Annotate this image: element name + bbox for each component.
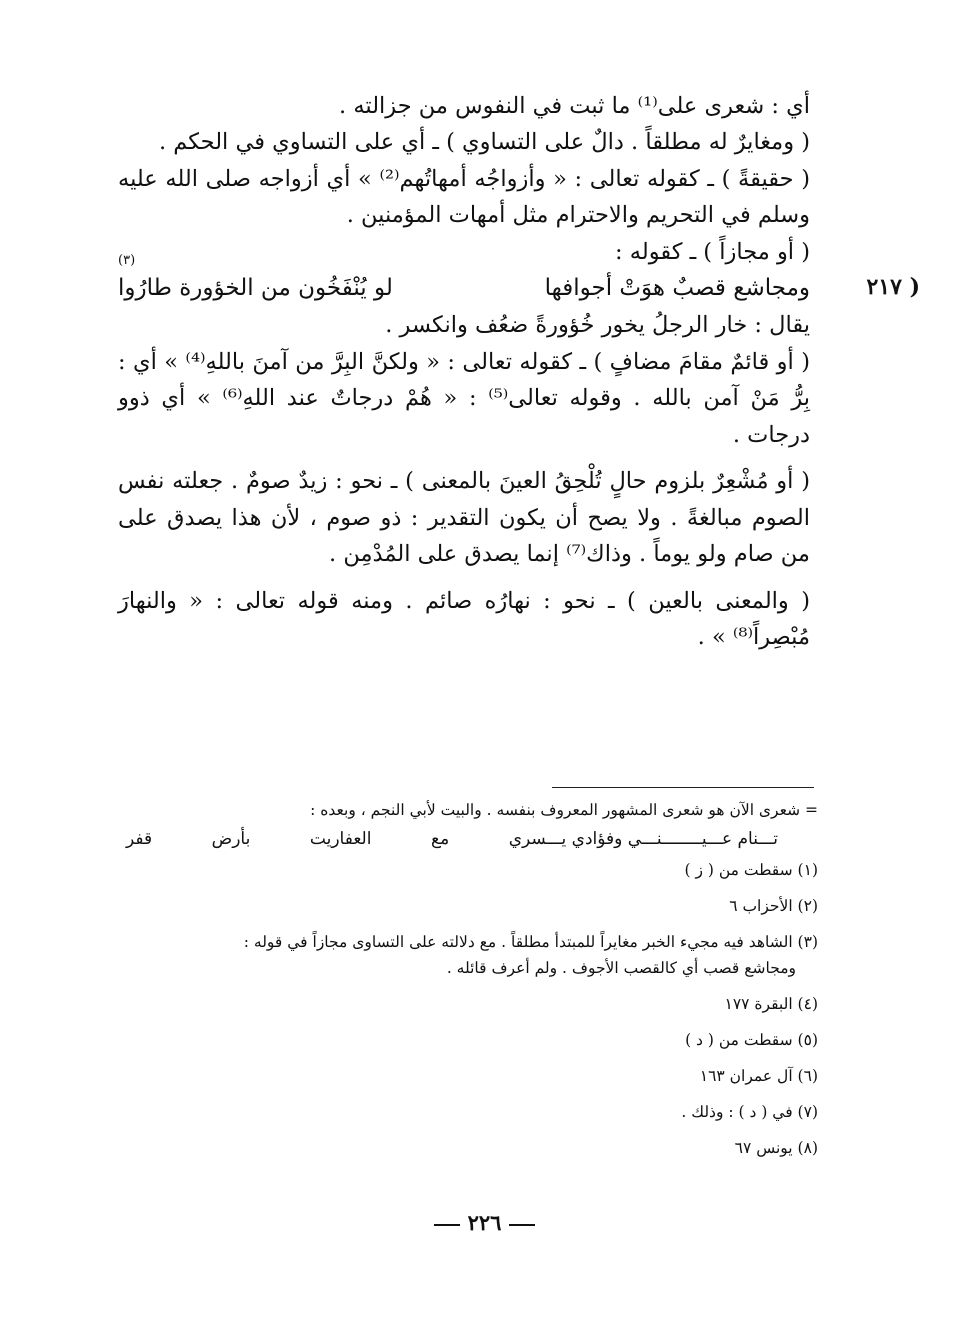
page-number — [0, 1210, 969, 1235]
verse-word: بأرض — [211, 829, 251, 850]
verse-hemistich-right: ومجاشع قصبٌ هوَتْ أجوافها — [544, 275, 810, 302]
text-paragraph: ( أو مُشْعِرٌ بلزوم حالٍ تُلْحِقُ العينَ بالمعنى ) ـ نحو : زيدٌ صومٌ . جعلته نفس الصوم مبالغةً . ولا يصح أن يكون التقدير : ذو صوم ، لأن هذا يصدق على من صام ولو يوماً . وذاك⁽⁷⁾ إنما يصدق على المُدْمِن . — [118, 468, 810, 568]
text-line: ( حقيقةً ) ـ كقوله تعالى : « وأزواجُه أمهاتُهم⁽²⁾ » أي أزواجه صلى الله عليه وسلم في التحريم والاحترام مثل أمهات المؤمنين . — [118, 165, 810, 229]
verse-hemistich-left: لو يُنْفَخُون من الخؤورة طارُوا — [118, 275, 393, 302]
verse-word: قفر — [126, 829, 153, 850]
footnote-item-continuation: ومجاشع قصب أي كالقصب الأجوف . ولم أعرف قائله . — [446, 959, 796, 978]
verse-word: مع — [431, 829, 450, 850]
page-number-value: ٢٢٦ — [467, 1210, 502, 1235]
text-paragraph: ( والمعنى بالعين ) ـ نحو : نهارُه صائم . ومنه قوله تعالى : « والنهارَ مُبْصِراً⁽⁸⁾ » . — [118, 587, 810, 650]
footnote-verse — [118, 826, 818, 852]
text-paragraph: ( أو قائمٌ مقامَ مضافٍ ) ـ كقوله تعالى : « ولكنَّ البِرَّ من آمنَ باللهِ⁽⁴⁾ » أي : بِرُّ مَنْ آمن بالله . وقوله تعالى⁽⁵⁾ : « هُمْ درجاتٌ عند اللهِ⁽⁶⁾ » أي ذوو درجات . — [118, 348, 810, 448]
footnote-separator — [552, 787, 814, 788]
verse-number: ( ٢١٧ — [866, 274, 920, 301]
footnote-item: (٣) الشاهد فيه مجيء الخبر مغايراً للمبتدأ مطلقاً . مع دلالته على التساوى مجازاً في قوله : — [243, 933, 818, 952]
footnote-item: (٦) آل عمران ١٦٣ — [699, 1067, 818, 1086]
footnote-item: (٥) سقطت من ( د ) — [685, 1031, 818, 1050]
footnote-item: (٨) يونس ٦٧ — [734, 1139, 818, 1158]
text-line: ( ومغايرٌ له مطلقاً . دالٌ على التساوي ) ـ أي على التساوي في الحكم . — [158, 129, 810, 156]
page-number-dash — [434, 1224, 460, 1226]
footnote-item: (١) سقطت من ( ز ) — [684, 861, 818, 880]
footnote-item: (٤) البقرة ١٧٧ — [724, 995, 818, 1014]
main-text — [118, 88, 920, 655]
footnotes — [118, 798, 818, 1173]
page-number-dash — [509, 1224, 535, 1226]
footnote-continuation: = شعرى الآن هو شعرى المشهور المعروف بنفسه . والبيت لأبي النجم ، وبعده : — [310, 801, 818, 819]
verse-word: تـــنام عـــيــــــــنـــي وفؤادي يـــسري — [508, 829, 778, 850]
verse-word: العفاريت — [309, 829, 372, 850]
text-line: ( أو مجازاً ) ـ كقوله : — [615, 238, 810, 265]
footnote-item: (٢) الأحزاب ٦ — [729, 897, 818, 916]
text-line: أي : شعرى على⁽¹⁾ ما ثبت في النفوس من جزالته . — [339, 93, 810, 119]
footnote-item: (٧) في ( د ) : وذلك . — [681, 1103, 818, 1122]
text-line: يقال : خار الرجلُ يخور خُؤورةً ضعُف وانكسر . — [385, 312, 810, 339]
verse-footnote-ref: (٣) — [118, 253, 136, 269]
poetry-verse — [118, 253, 920, 307]
